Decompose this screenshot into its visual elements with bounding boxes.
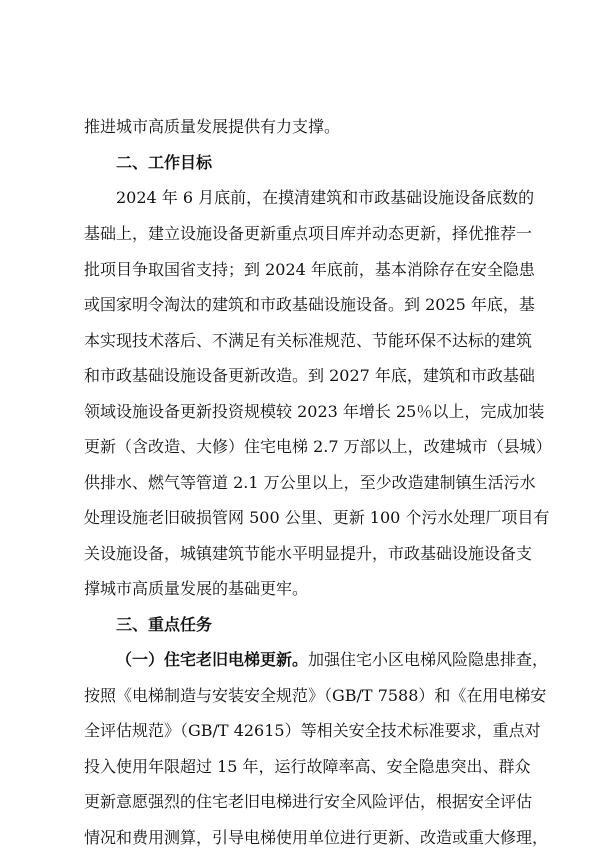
paragraph-line: 更新意愿强烈的住宅老旧电梯进行安全风险评估，根据安全评估: [84, 792, 533, 811]
task-1-first-line: [116, 650, 549, 670]
paragraph-line: 撑城市高质量发展的基础更牢。: [84, 579, 309, 598]
paragraph-line: 推进城市高质量发展提供有力支撑。: [84, 117, 341, 136]
paragraph-line: 全评估规范》（GB/T 42615）等相关安全技术标准要求，重点对: [84, 721, 541, 740]
paragraph-line: 情况和费用测算，引导电梯使用单位进行更新、改造或重大修理，: [84, 828, 549, 847]
paragraph-line: 供排水、燃气等管道 2.1 万公里以上，至少改造建制镇生活污水: [84, 473, 536, 492]
paragraph-line: 本实现技术落后、不满足有关标准规范、节能环保不达标的建筑: [84, 331, 533, 350]
paragraph-line: 基础上，建立设施设备更新重点项目库并动态更新，择优推荐一: [84, 224, 533, 243]
task-1-text: 加强住宅小区电梯风险隐患排查，: [308, 650, 549, 669]
section-heading-tasks: 三、重点任务: [116, 615, 213, 634]
paragraph-line: 投入使用年限超过 15 年，运行故障率高、安全隐患突出、群众: [84, 757, 531, 776]
task-1-title: （一）住宅老旧电梯更新。: [116, 650, 309, 669]
paragraph-line: 领域设施设备更新投资规模较 2023 年增长 25％以上，完成加装: [84, 402, 545, 421]
paragraph-line: 更新（含改造、大修）住宅电梯 2.7 万部以上，改建城市（县城）: [84, 437, 552, 456]
paragraph-line: 或国家明令淘汰的建筑和市政基础设施设备。到 2025 年底，基: [84, 295, 535, 314]
section-heading-goals: 二、工作目标: [116, 153, 213, 172]
paragraph-line: 按照《电梯制造与安装安全规范》（GB/T 7588）和《在用电梯安: [84, 686, 547, 705]
paragraph-line: 批项目争取国省支持；到 2024 年底前，基本消除存在安全隐患: [84, 260, 535, 279]
paragraph-line: 关设施设备，城镇建筑节能水平明显提升，市政基础设施设备支: [84, 544, 533, 563]
paragraph-line: 2024 年 6 月底前，在摸清建筑和市政基础设施设备底数的: [116, 188, 535, 207]
paragraph-line: 处理设施老旧破损管网 500 公里、更新 100 个污水处理厂项目有: [84, 508, 550, 527]
paragraph-line: 和市政基础设施设备更新改造。到 2027 年底，建筑和市政基础: [84, 366, 535, 385]
